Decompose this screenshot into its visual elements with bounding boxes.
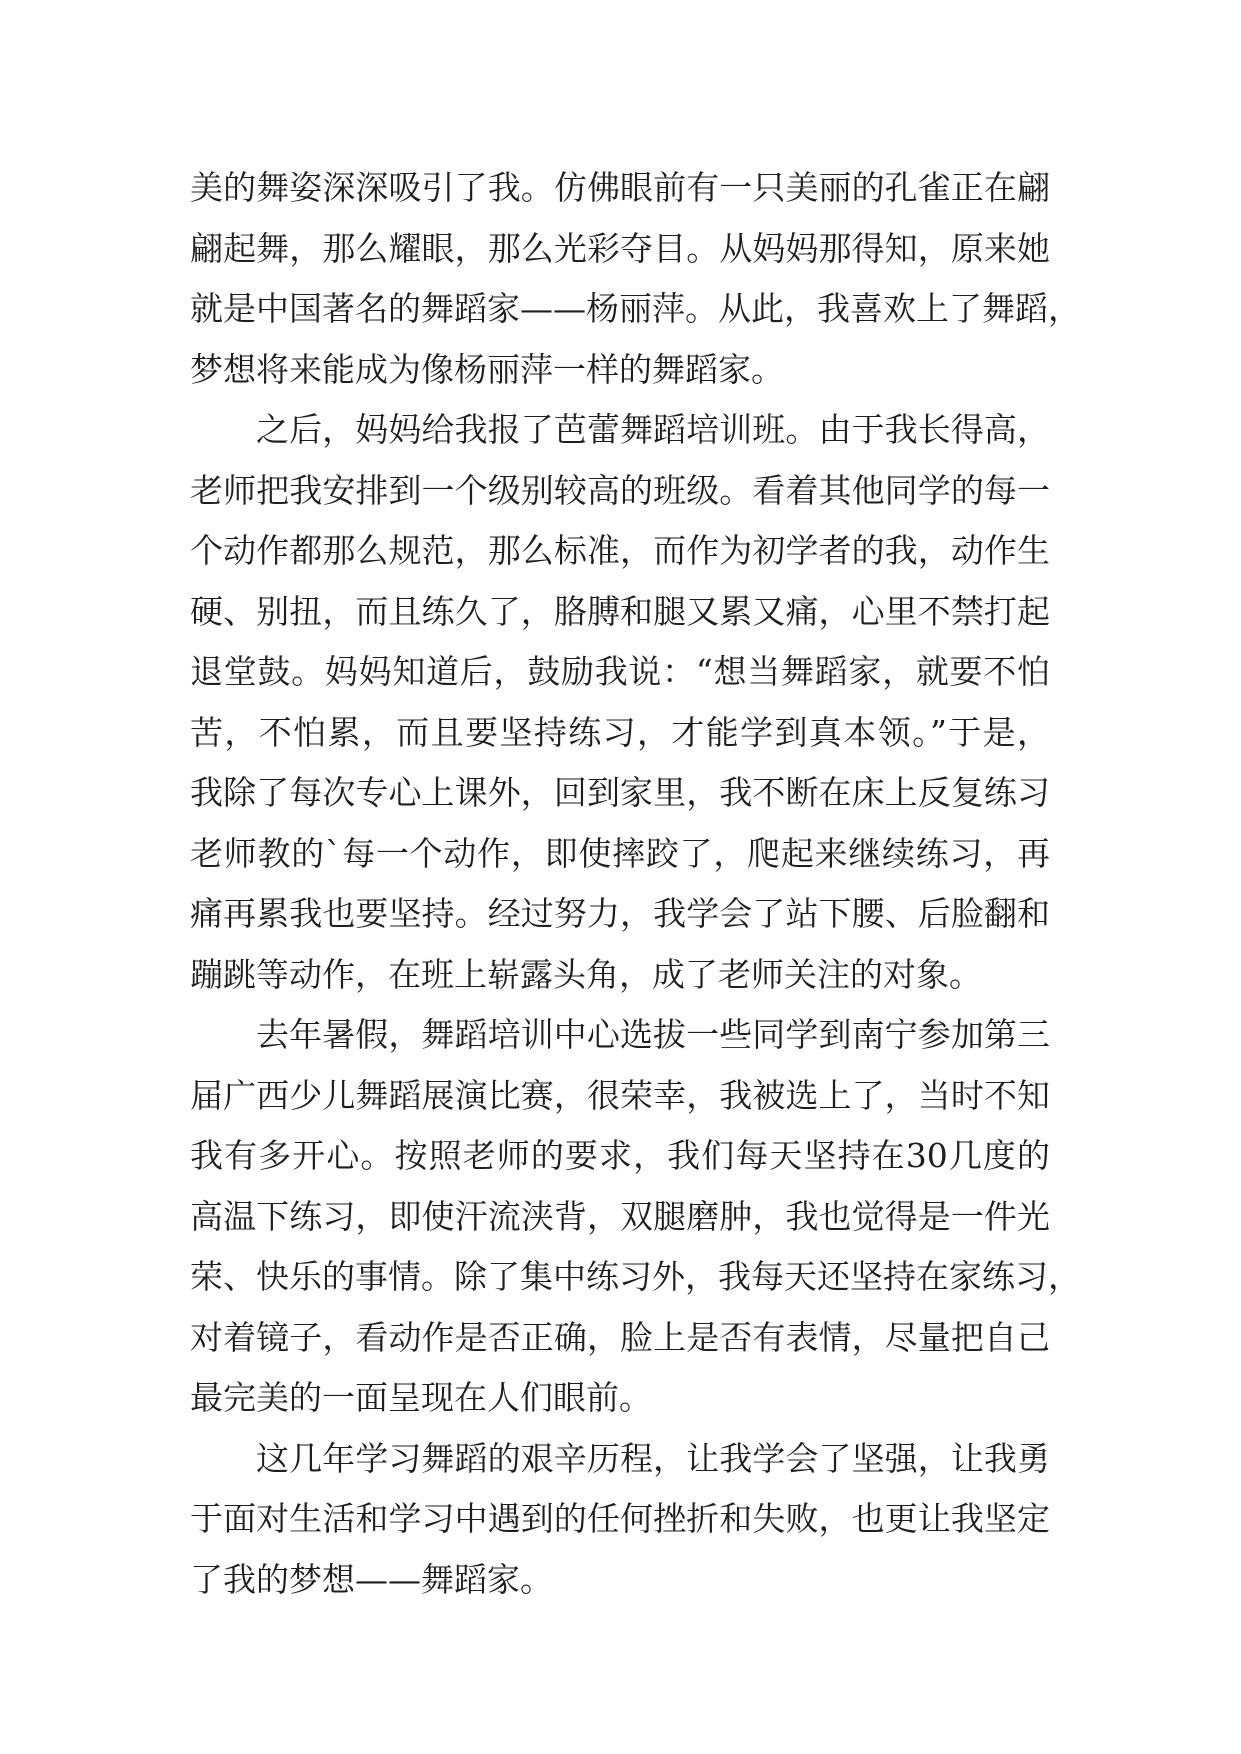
text-line: 梦想将来能成为像杨丽萍一样的舞蹈家。 [190, 349, 784, 389]
text-line: 届广西少儿舞蹈展演比赛，很荣幸，我被选上了，当时不知 [190, 1075, 1050, 1115]
text-line: 就是中国著名的舞蹈家——杨丽萍。从此，我喜欢上了舞蹈， [190, 289, 1081, 328]
text-line: 去年暑假，舞蹈培训中心选拔一些同学到南宁参加第三 [256, 1015, 1050, 1054]
paragraph-1 [190, 158, 1081, 400]
text-line: 荣、快乐的事情。除了集中练习外，我每天还坚持在家练习， [190, 1257, 1081, 1296]
essay-body [190, 158, 1081, 1610]
text-line: 老师教的`每一个动作，即使摔跤了，爬起来继续练习，再 [190, 833, 1050, 873]
text-line: 蹦跳等动作，在班上崭露头角，成了老师关注的对象。 [190, 954, 982, 994]
text-line: 我有多开心。按照老师的要求，我们每天坚持在30几度的 [190, 1136, 1050, 1175]
paragraph-2 [190, 400, 1050, 1005]
text-line: 高温下练习，即使汗流浃背，双腿磨肿，我也觉得是一件光 [190, 1196, 1050, 1236]
text-line: 于面对生活和学习中遇到的任何挫折和失败，也更让我坚定 [190, 1499, 1050, 1538]
paragraph-4 [190, 1429, 1050, 1611]
text-line: 个动作都那么规范，那么标准，而作为初学者的我，动作生 [190, 531, 1050, 570]
text-line: 我除了每次专心上课外，回到家里，我不断在床上反复练习 [190, 773, 1050, 812]
text-line: 痛再累我也要坚持。经过努力，我学会了站下腰、后脸翻和 [190, 894, 1050, 933]
text-line: 这几年学习舞蹈的艰辛历程，让我学会了坚强，让我勇 [256, 1438, 1050, 1478]
text-line: 了我的梦想——舞蹈家。 [190, 1559, 553, 1599]
text-line: 退堂鼓。妈妈知道后，鼓励我说：“想当舞蹈家，就要不怕 [190, 652, 1050, 691]
text-line: 翩起舞，那么耀眼，那么光彩夺目。从妈妈那得知，原来她 [190, 228, 1050, 268]
text-line: 苦，不怕累，而且要坚持练习，才能学到真本领。”于是， [190, 712, 1050, 752]
text-line: 对着镜子，看动作是否正确，脸上是否有表情，尽量把自己 [190, 1317, 1050, 1357]
paragraph-3 [190, 1005, 1081, 1429]
text-line: 最完美的一面呈现在人们眼前。 [190, 1378, 652, 1417]
text-line: 美的舞姿深深吸引了我。仿佛眼前有一只美丽的孔雀正在翩 [190, 168, 1050, 207]
text-line: 硬、别扭，而且练久了，胳膊和腿又累又痛，心里不禁打起 [190, 591, 1050, 631]
text-line: 老师把我安排到一个级别较高的班级。看着其他同学的每一 [190, 470, 1050, 510]
text-line: 之后，妈妈给我报了芭蕾舞蹈培训班。由于我长得高， [256, 410, 1050, 449]
